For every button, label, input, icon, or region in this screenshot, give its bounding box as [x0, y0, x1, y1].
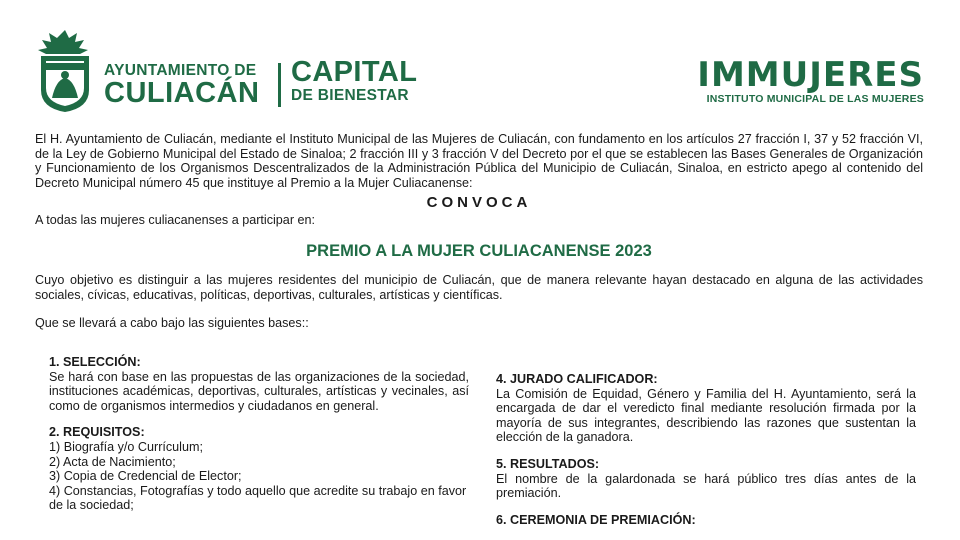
ayuntamiento-logo-text	[104, 62, 259, 107]
section-body: El nombre de la galardonada se hará público tres días antes de la premiación.	[496, 471, 916, 501]
capital-line1: CAPITAL	[291, 56, 418, 88]
culiacan-seal-icon	[36, 28, 94, 114]
capital-bienestar-logo-text	[291, 57, 417, 105]
bases-right-column	[496, 372, 916, 539]
immujeres-logo	[697, 55, 924, 106]
list-item: 2) Acta de Nacimiento;	[49, 454, 176, 469]
document-body	[35, 132, 923, 331]
section-title: 6. CEREMONIA DE PREMIACIÓN:	[496, 512, 696, 527]
intro-paragraph: El H. Ayuntamiento de Culiacán, mediante el Instituto Municipal de las Mujeres de Culiacán, con fundamento en los artículos 27 fracción I, 37 y 52 fracción VI, de la Ley de Gobierno Municipal del Estado de Sinaloa; 2 fracción III y 3 fracción V del Decreto por el que se establecen las Bases Generales de Organización y Funcionamiento de los Organismos Descentralizados de la Administración Pública del Municipio de Culiacán, Sinaloa, en estricto apego al contenido del Decreto Municipal número 45 que instituye al Premio a la Mujer Culiacanense:	[35, 132, 923, 190]
section-resultados	[496, 457, 916, 501]
invitation-line: A todas las mujeres culiacanenses a participar en:	[35, 213, 316, 228]
convoca-heading: CONVOCA	[426, 194, 532, 212]
section-title: 4. JURADO CALIFICADOR:	[496, 372, 658, 386]
ayuntamiento-line1: AYUNTAMIENTO DE	[104, 62, 257, 79]
logo-divider	[278, 63, 281, 107]
list-item: 3) Copia de Credencial de Elector;	[49, 469, 242, 484]
requisitos-list	[49, 440, 469, 513]
ayuntamiento-line2: CULIACÁN	[104, 77, 260, 109]
section-jurado	[496, 372, 916, 445]
section-seleccion	[49, 355, 469, 413]
section-title: 5. RESULTADOS:	[496, 456, 600, 471]
bases-left-column	[49, 355, 469, 525]
immujeres-title: IMMUJERES	[697, 55, 924, 95]
section-ceremonia	[496, 513, 916, 528]
bases-intro: Que se llevará a cabo bajo las siguientes bases::	[35, 316, 309, 331]
letterhead	[0, 0, 960, 120]
premio-title: PREMIO A LA MUJER CULIACANENSE 2023	[306, 241, 652, 260]
section-title: 2. REQUISITOS:	[49, 425, 145, 440]
list-item: 4) Constancias, Fotografías y todo aquello que acredite su trabajo en favor de la sociedad;	[49, 483, 467, 513]
section-body: La Comisión de Equidad, Género y Familia del H. Ayuntamiento, será la encargada de dar el veredicto final mediante resolución firmada por la mayoría de sus integrantes, describiendo las razones que sustentan la elección de la ganadora.	[496, 386, 916, 445]
capital-line2: DE BIENESTAR	[291, 87, 409, 104]
section-requisitos	[49, 425, 469, 513]
immujeres-subtitle: INSTITUTO MUNICIPAL DE LAS MUJERES	[706, 93, 924, 105]
list-item: 1) Biografía y/o Currículum;	[49, 439, 203, 454]
objective-paragraph: Cuyo objetivo es distinguir a las mujeres residentes del municipio de Culiacán, que de manera relevante hayan destacado en alguna de las actividades sociales, cívicas, educativas, políticas, deportivas, culturales, artísticas y científicas.	[35, 272, 923, 302]
section-title: 1. SELECCIÓN:	[49, 355, 141, 369]
section-body: Se hará con base en las propuestas de las organizaciones de la sociedad, instituciones académicas, deportivas, culturales, artísticas y vecinales, así como de organismos intermedios y ciudadanos en general.	[49, 369, 469, 413]
